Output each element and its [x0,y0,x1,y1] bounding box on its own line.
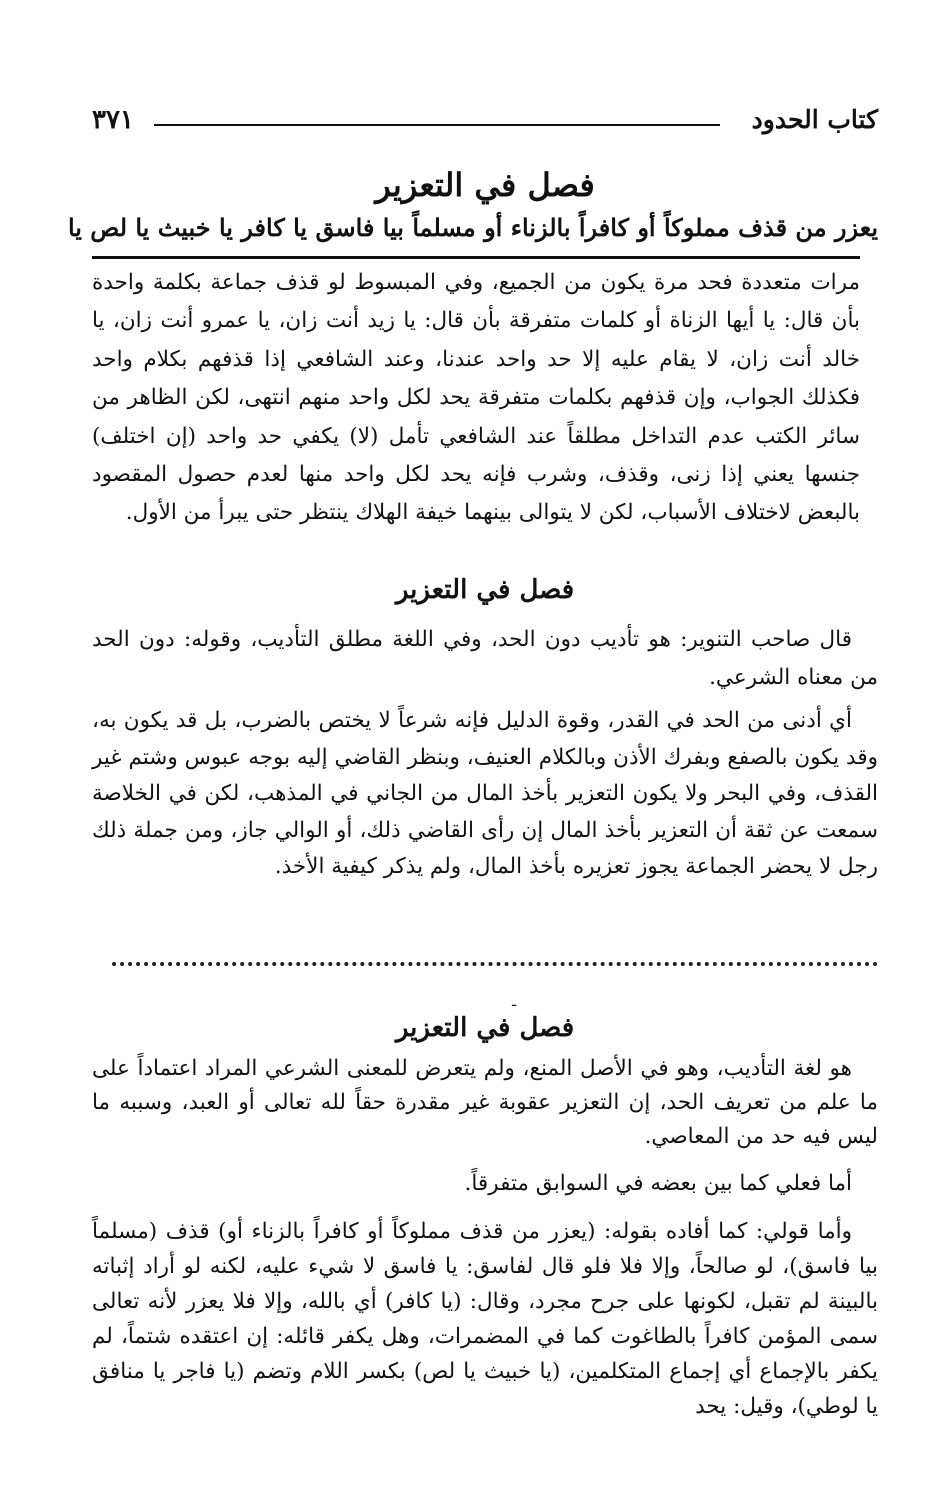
matn-divider [92,256,860,259]
running-header-title: كتاب الحدود [751,105,878,134]
section-3-heading: فصل في التعزير [395,1013,575,1043]
header-rule [154,124,720,126]
section-3-paragraph-3: وأما قولي: كما أفاده بقوله: (يعزر من قذف مملوكاً أو كافراً بالزناء أو) قذف (مسلماً بيا فاسق)، لو صالحاً، وإلا فلا فلو قال لفاسق: يا فاسق لا شيء عليه، لكنه لو أراد إثباته بالبينة لم تقبل، لكونها على جرح مجرد، وقال: (يا كافر) أي بالله، وإلا فلا يعزر لأنه تعالى سمى المؤمن كافراً بالطاغوت كما في المضمرات، وهل يكفر قائله: إن اعتقده شتماً، لم يكفر بالإجماع أي إجماع المتكلمين، (يا خبيث يا لص) بكسر اللام وتضم (يا فاجر يا منافق يا لوطي)، وقيل: يحد [92,1219,878,1419]
section-3-paragraph-1: هو لغة التأديب، وهو في الأصل المنع، ولم يتعرض للمعنى الشرعي المراد اعتماداً على ما علم من تعريف الحد، إن التعزير عقوبة غير مقدرة حقاً لله تعالى أو العبد، وسببه ما ليس فيه حد من المعاصي. [92,1056,878,1149]
section-2-heading: فصل في التعزير [395,575,575,605]
page-number: ٣٧١ [92,105,134,135]
small-mark: ـ [512,994,517,1010]
matn-text: يعزر من قذف مملوكاً أو كافراً بالزناء أو مسلماً بيا فاسق يا كافر يا خبيث يا لص يا [67,213,878,242]
commentary-paragraph: مرات متعددة فحد مرة يكون من الجميع، وفي المبسوط لو قذف جماعة بكلمة واحدة بأن قال: يا أيها الزناة أو كلمات متفرقة بأن قال: يا زيد أنت زان، يا عمرو أنت زان، يا خالد أنت زان، لا يقام عليه إلا حد واحد عندنا، وعند الشافعي إذا قذفهم بكلام واحد فكذلك الجواب، وإن قذفهم بكلمات متفرقة يحد لكل واحد منهم انتهى، لكن الظاهر من سائر الكتب عدم التداخل مطلقاً عند الشافعي تأمل (لا) يكفي حد واحد (إن اختلف) جنسها يعني إذا زنى، وقذف، وشرب فإنه يحد لكل واحد منها لعدم حصول المقصود بالبعض لاختلاف الأسباب، لكن لا يتوالى بينهما خيفة الهلاك ينتظر حتى يبرأ من الأول. [92,270,860,526]
dotted-separator [112,962,878,966]
section-2-paragraph-1: قال صاحب التنوير: هو تأديب دون الحد، وفي اللغة مطلق التأديب، وقوله: دون الحد من معناه الشرعي. [92,627,878,690]
running-header [92,100,878,140]
section-3-paragraph-2: أما فعلي كما بين بعضه في السوابق متفرقاً. [464,1171,852,1196]
chapter-heading: فصل في التعزير [375,166,595,204]
section-2-paragraph-2: أي أدنى من الحد في القدر، وقوة الدليل فإنه شرعاً لا يختص بالضرب، بل قد يكون به، وقد يكون بالصفع وبفرك الأذن وبالكلام العنيف، وبنظر القاضي إليه بوجه عبوس وشتم غير القذف، وفي البحر ولا يكون التعزير بأخذ المال من الجاني في المذهب، لكن في الخلاصة سمعت عن ثقة أن التعزير بأخذ المال إن رأى القاضي ذلك، أو الوالي جاز، ومن جملة ذلك رجل لا يحضر الجماعة يجوز تعزيره بأخذ المال، ولم يذكر كيفية الأخذ. [92,708,878,880]
book-page [67,0,878,1485]
